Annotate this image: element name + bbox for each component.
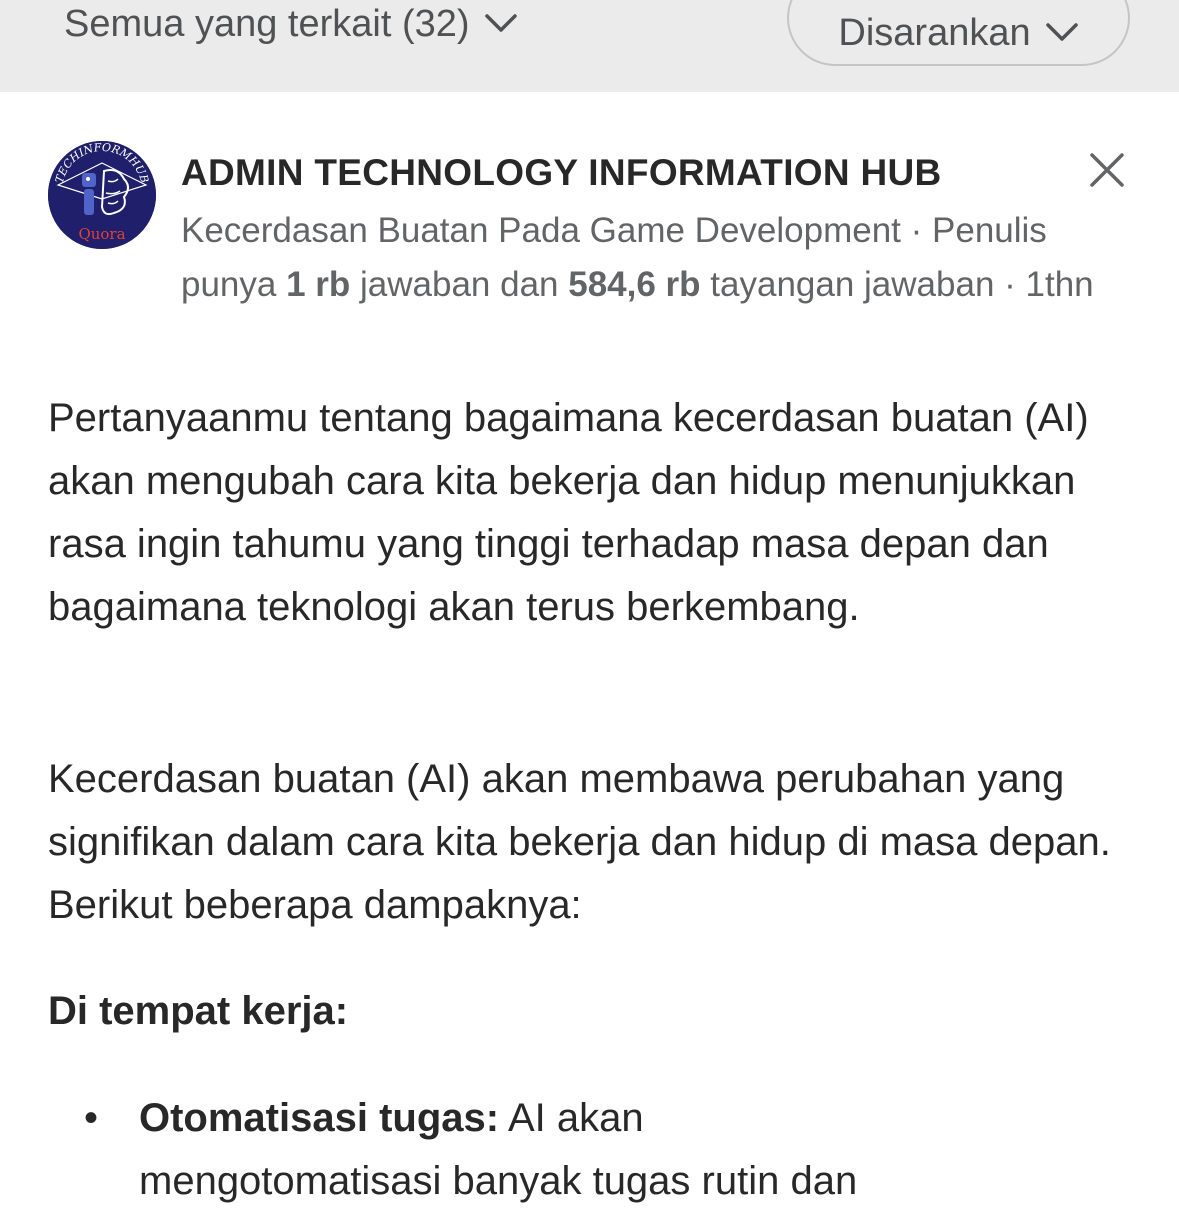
views-count: 584,6 rb [568,265,701,304]
meta-mid: jawaban dan [350,265,569,304]
close-button[interactable] [1083,146,1131,194]
meta-suffix: tayangan jawaban [700,265,995,304]
avatar-text-top: TECHINFORMHUB [52,141,152,185]
sort-dropdown[interactable] [787,0,1130,66]
meta-prefix: Penulis punya [181,211,1047,304]
chevron-down-icon [484,13,518,35]
answers-count: 1 rb [286,265,351,304]
brain-robot-logo-icon [48,141,156,249]
chevron-down-icon [1045,22,1079,44]
bullet-dot: • [84,1096,99,1140]
answer-paragraph: Pertanyaanmu tentang bagaimana kecerdasan buatan (AI) akan mengubah cara kita bekerja dan hidup menunjukkan rasa ingin tahumu yang tinggi terhadap masa depan dan bagaimana teknologi akan terus berkembang. [48,396,1089,629]
sort-label: Disarankan [838,11,1031,54]
close-icon [1089,152,1125,188]
bullet-title: Otomatisasi tugas: [139,1096,500,1140]
filter-bar [0,0,1179,92]
answer-card [0,92,1179,1203]
meta-separator: · [900,211,933,250]
space-link[interactable]: Kecerdasan Buatan Pada Game Development [181,211,901,250]
bullet-text [139,1087,1139,1150]
answer-meta [181,204,1141,312]
avatar-text-bottom: Quora [78,225,126,243]
related-answers-label: Semua yang terkait (32) [64,2,470,45]
bullet-body: AI akan [499,1096,644,1140]
answer-time[interactable]: 1thn [1025,265,1094,304]
related-answers-dropdown[interactable] [64,0,518,48]
author-name[interactable]: ADMIN TECHNOLOGY INFORMATION HUB [181,152,942,193]
meta-separator-2: · [994,265,1026,304]
bullet-continuation: mengotomatisasi banyak tugas rutin dan [139,1159,858,1203]
section-heading: Di tempat kerja: [48,989,349,1033]
answer-paragraph: Kecerdasan buatan (AI) akan membawa perubahan yang signifikan dalam cara kita bekerja dan hidup di masa depan. Berikut beberapa dampaknya: [48,757,1111,927]
avatar[interactable] [48,141,156,249]
